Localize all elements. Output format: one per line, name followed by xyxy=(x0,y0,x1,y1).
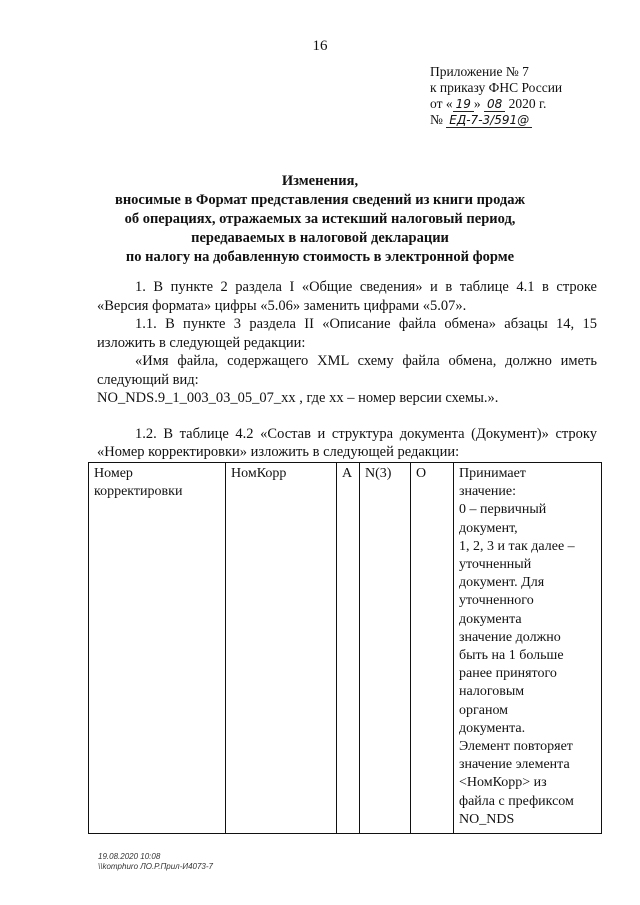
title-line-4: передаваемых в налоговой декларации xyxy=(191,230,449,246)
document-body xyxy=(97,278,597,462)
description-line: быть на 1 больше xyxy=(459,648,564,664)
cell-element-name: Номер корректировки xyxy=(89,463,226,834)
paragraph-1-2: 1.2. В таблице 4.2 «Состав и структура документа (Документ)» строку «Номер корректировки» изложить в следующей редакции: xyxy=(97,425,597,460)
page-number: 16 xyxy=(312,38,328,54)
description-line: <НомКорр> из xyxy=(459,775,547,791)
description-line: документа. xyxy=(459,720,526,736)
description-line: налоговым xyxy=(459,684,525,700)
description-line: уточненный xyxy=(459,557,532,573)
cell-element-code: НомКорр xyxy=(226,463,337,834)
cell-element-required: О xyxy=(411,463,454,834)
element-table xyxy=(88,462,602,834)
number-prefix: № xyxy=(430,112,443,127)
table-row xyxy=(89,463,602,834)
title-line-5: по налогу на добавленную стоимость в электронной форме xyxy=(125,249,515,265)
description-line: файла с префиксом xyxy=(459,793,574,809)
title-line-3: об операциях, отражаемых за истекший налоговый период, xyxy=(124,211,516,227)
description-line: 0 – первичный xyxy=(459,502,547,518)
footer-file-path: \\komphuro ЛО.Р.Прил-И4073-7 xyxy=(98,862,213,871)
appendix-header xyxy=(430,64,620,128)
description-line: органом xyxy=(459,702,509,718)
description-line: Принимает xyxy=(459,466,526,481)
description-line: уточненного xyxy=(459,593,534,609)
description-line: документ, xyxy=(459,520,518,536)
description-line: 1, 2, 3 и так далее – xyxy=(459,538,575,554)
description-line: значение: xyxy=(459,484,517,500)
title-line-1: Изменения, xyxy=(281,173,359,189)
paragraph-1-1: 1.1. В пункте 3 раздела II «Описание файла обмена» абзацы 14, 15 изложить в следующей редакции: xyxy=(97,316,597,351)
description-line: Элемент повторяет xyxy=(459,739,573,755)
date-mid: » xyxy=(473,96,481,111)
paragraph-1: 1. В пункте 2 раздела I «Общие сведения» и в таблице 4.1 в строке «Версия формата» цифры «5.06» заменить цифрами «5.07». xyxy=(97,279,597,314)
paragraph-filename: NO_NDS.9_1_003_03_05_07_xx , где xx – номер версии схемы.». xyxy=(97,390,499,406)
paragraph-quote: «Имя файла, содержащего XML схему файла обмена, должно иметь следующий вид: xyxy=(97,353,597,388)
description-line: документа xyxy=(459,611,522,627)
date-year: 2020 г. xyxy=(508,96,547,111)
cell-element-description xyxy=(454,463,602,834)
description-line: документ. Для xyxy=(459,575,545,591)
number-value: ЕД-7-3/591@ xyxy=(446,113,532,128)
cell-element-type: А xyxy=(337,463,360,834)
description-line: значение элемента xyxy=(459,757,570,773)
description-line: ранее принятого xyxy=(459,666,557,682)
date-prefix: от « xyxy=(430,96,453,111)
title-line-2: вносимые в Формат представления сведений из книги продаж xyxy=(114,192,525,208)
footer-timestamp: 19.08.2020 10:08 xyxy=(98,852,161,861)
appendix-number xyxy=(430,112,620,128)
appendix-order-ref: к приказу ФНС России xyxy=(430,80,563,95)
description-line: значение должно xyxy=(459,629,561,645)
date-day: 19 xyxy=(453,97,474,112)
appendix-date xyxy=(430,96,620,112)
appendix-title: Приложение № 7 xyxy=(430,64,529,79)
footer xyxy=(98,852,213,872)
date-month: 08 xyxy=(484,97,505,112)
cell-element-format: N(3) xyxy=(360,463,411,834)
document-title xyxy=(60,172,580,267)
description-line: NO_NDS xyxy=(459,811,515,827)
